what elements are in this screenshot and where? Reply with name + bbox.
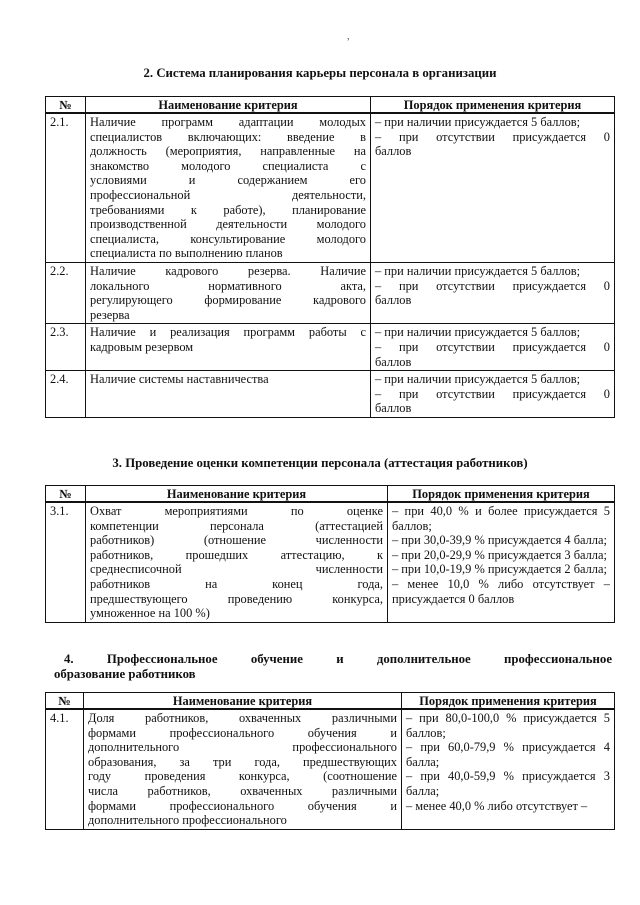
criterion-order-line: – при отсутствии присуждается 0 [375,129,610,144]
criterion-order-line: баллов; [392,518,432,533]
criterion-number: 3.1. [46,502,86,622]
criterion-name-line: среднесписочной численности [90,562,383,577]
table-header-row [46,486,615,503]
criterion-name-line: предшествующего проведению конкурса, [90,591,383,606]
criterion-name-line: знакомство молодого специалиста с [90,158,366,173]
criterion-order-line: – при 30,0-39,9 % присуждается 4 балла; [392,533,607,548]
header-order: Порядок применения критерия [402,693,615,710]
criterion-name-line: Наличие программ адаптации молодых [90,115,366,129]
section-4-title-line-1: 4. Профессиональное обучение и дополнительное профессиональное [64,652,612,666]
table-row [46,262,615,323]
section-2-title: 2. Система планирования карьеры персонала в организации [143,66,497,80]
criterion-name [86,324,371,371]
criterion-name-line: дополнительного профессионального [88,813,287,828]
criterion-order-line: – при 80,0-100,0 % присуждается 5 [406,711,610,725]
header-num: № [46,486,86,503]
criterion-number: 2.3. [46,324,86,371]
criterion-name-line: требованиями к работе), планирование [90,202,366,217]
criterion-name-line: Наличие кадрового резерва. Наличие [90,263,366,278]
criterion-name-line: специалиста, консультирование молодого [90,231,366,246]
criterion-order-line: – при наличии присуждается 5 баллов; [375,263,581,278]
table-row [46,709,615,829]
header-name: Наименование критерия [86,486,388,503]
criterion-name-line: специалиста по выполнению планов [90,246,283,261]
criterion-number: 2.2. [46,262,86,323]
criterion-order [371,262,615,323]
section-2-table [45,96,615,418]
criterion-name [86,371,371,418]
criterion-name-line: образования, за три года, предшествующих [88,754,397,769]
criterion-order [388,502,615,622]
criterion-name-line: числа работников, охваченных различными [88,783,397,798]
section-4-title [54,652,612,681]
table-row [46,371,615,418]
header-num: № [46,693,84,710]
criterion-name-line: резерва [90,307,130,322]
criterion-name-line: Охват мероприятиями по оценке [90,504,383,518]
criterion-order-line: – менее 10,0 % либо отсутствует – [392,576,610,591]
criterion-name-line: профессиональной деятельности, [90,187,366,202]
criterion-name-line: Наличие и реализация программ работы с [90,325,366,340]
criterion-name [86,502,388,622]
header-name: Наименование критерия [84,693,402,710]
criterion-order-line: балла; [406,783,440,798]
criterion-name [84,709,402,829]
header-order: Порядок применения критерия [388,486,615,503]
criterion-name-line: производственной деятельности молодого [90,217,366,232]
table-header-row [46,693,615,710]
table-row [46,113,615,262]
criterion-order-line: – при 40,0-59,9 % присуждается 3 [406,769,610,784]
criterion-name-line: году проведения конкурса, (соотношение [88,769,397,784]
criterion-order [402,709,615,829]
criterion-order-line: – при 10,0-19,9 % присуждается 2 балла; [392,562,607,577]
criterion-name-line: компетенции персонала (аттестацией [90,518,383,533]
section-4-table [45,692,615,830]
criterion-order-line: баллов [375,354,412,369]
criterion-order [371,324,615,371]
criterion-order-line: – при 60,0-79,9 % присуждается 4 [406,740,610,755]
criterion-name-line: дополнительного профессионального [88,740,397,755]
criterion-name-line: работников) (отношение численности [90,533,383,548]
criterion-name-line: кадровым резервом [90,339,194,354]
criterion-name-line: условиями и содержанием его [90,173,366,188]
criterion-order-line: – при 40,0 % и более присуждается 5 [392,504,610,518]
criterion-order-line: присуждается 0 баллов [392,591,515,606]
criterion-name-line: работников, прошедших аттестацию, к [90,547,383,562]
criterion-order [371,113,615,262]
stray-mark: , [347,31,350,42]
criterion-order-line: баллов; [406,725,446,740]
criterion-order-line: – при 20,0-29,9 % присуждается 3 балла; [392,547,607,562]
header-order: Порядок применения критерия [371,97,615,114]
criterion-order-line: – при отсутствии присуждается 0 [375,386,610,401]
criterion-order [371,371,615,418]
criterion-order-line: – при наличии присуждается 5 баллов; [375,115,581,129]
header-num: № [46,97,86,114]
criterion-name-line: формами профессионального обучения и [88,798,397,813]
criterion-order-line: – при отсутствии присуждается 0 [375,278,610,293]
criterion-order-line: балла; [406,754,440,769]
section-4-title-line-2: образование работников [54,666,196,681]
table-row [46,324,615,371]
criterion-number: 2.4. [46,371,86,418]
criterion-order-line: – при наличии присуждается 5 баллов; [375,325,581,340]
criterion-number: 2.1. [46,113,86,262]
criterion-name [86,113,371,262]
criterion-name-line: работников на конец года, [90,576,383,591]
table-row [46,502,615,622]
criterion-name [86,262,371,323]
criterion-name-line: регулирующего формирование кадрового [90,293,366,308]
section-3-title: 3. Проведение оценки компетенции персонала (аттестация работников) [112,456,528,470]
criterion-name-line: Доля работников, охваченных различными [88,711,397,725]
criterion-order-line: – менее 40,0 % либо отсутствует – [406,798,588,813]
criterion-name-line: локального нормативного акта, [90,278,366,293]
table-header-row [46,97,615,114]
criterion-order-line: – при наличии присуждается 5 баллов; [375,372,581,387]
criterion-order-line: – при отсутствии присуждается 0 [375,339,610,354]
criterion-order-line: баллов [375,144,412,159]
criterion-name-line: специалистов включающих: введение в [90,129,366,144]
section-3-table [45,485,615,623]
criterion-order-line: баллов [375,401,412,416]
criterion-name-line: Наличие системы наставничества [90,372,269,387]
criterion-name-line: должность (мероприятия, направленные на [90,144,366,159]
criterion-order-line: баллов [375,293,412,308]
criterion-name-line: умноженное на 100 %) [90,606,210,621]
criterion-name-line: формами профессионального обучения и [88,725,397,740]
header-name: Наименование критерия [86,97,371,114]
criterion-number: 4.1. [46,709,84,829]
